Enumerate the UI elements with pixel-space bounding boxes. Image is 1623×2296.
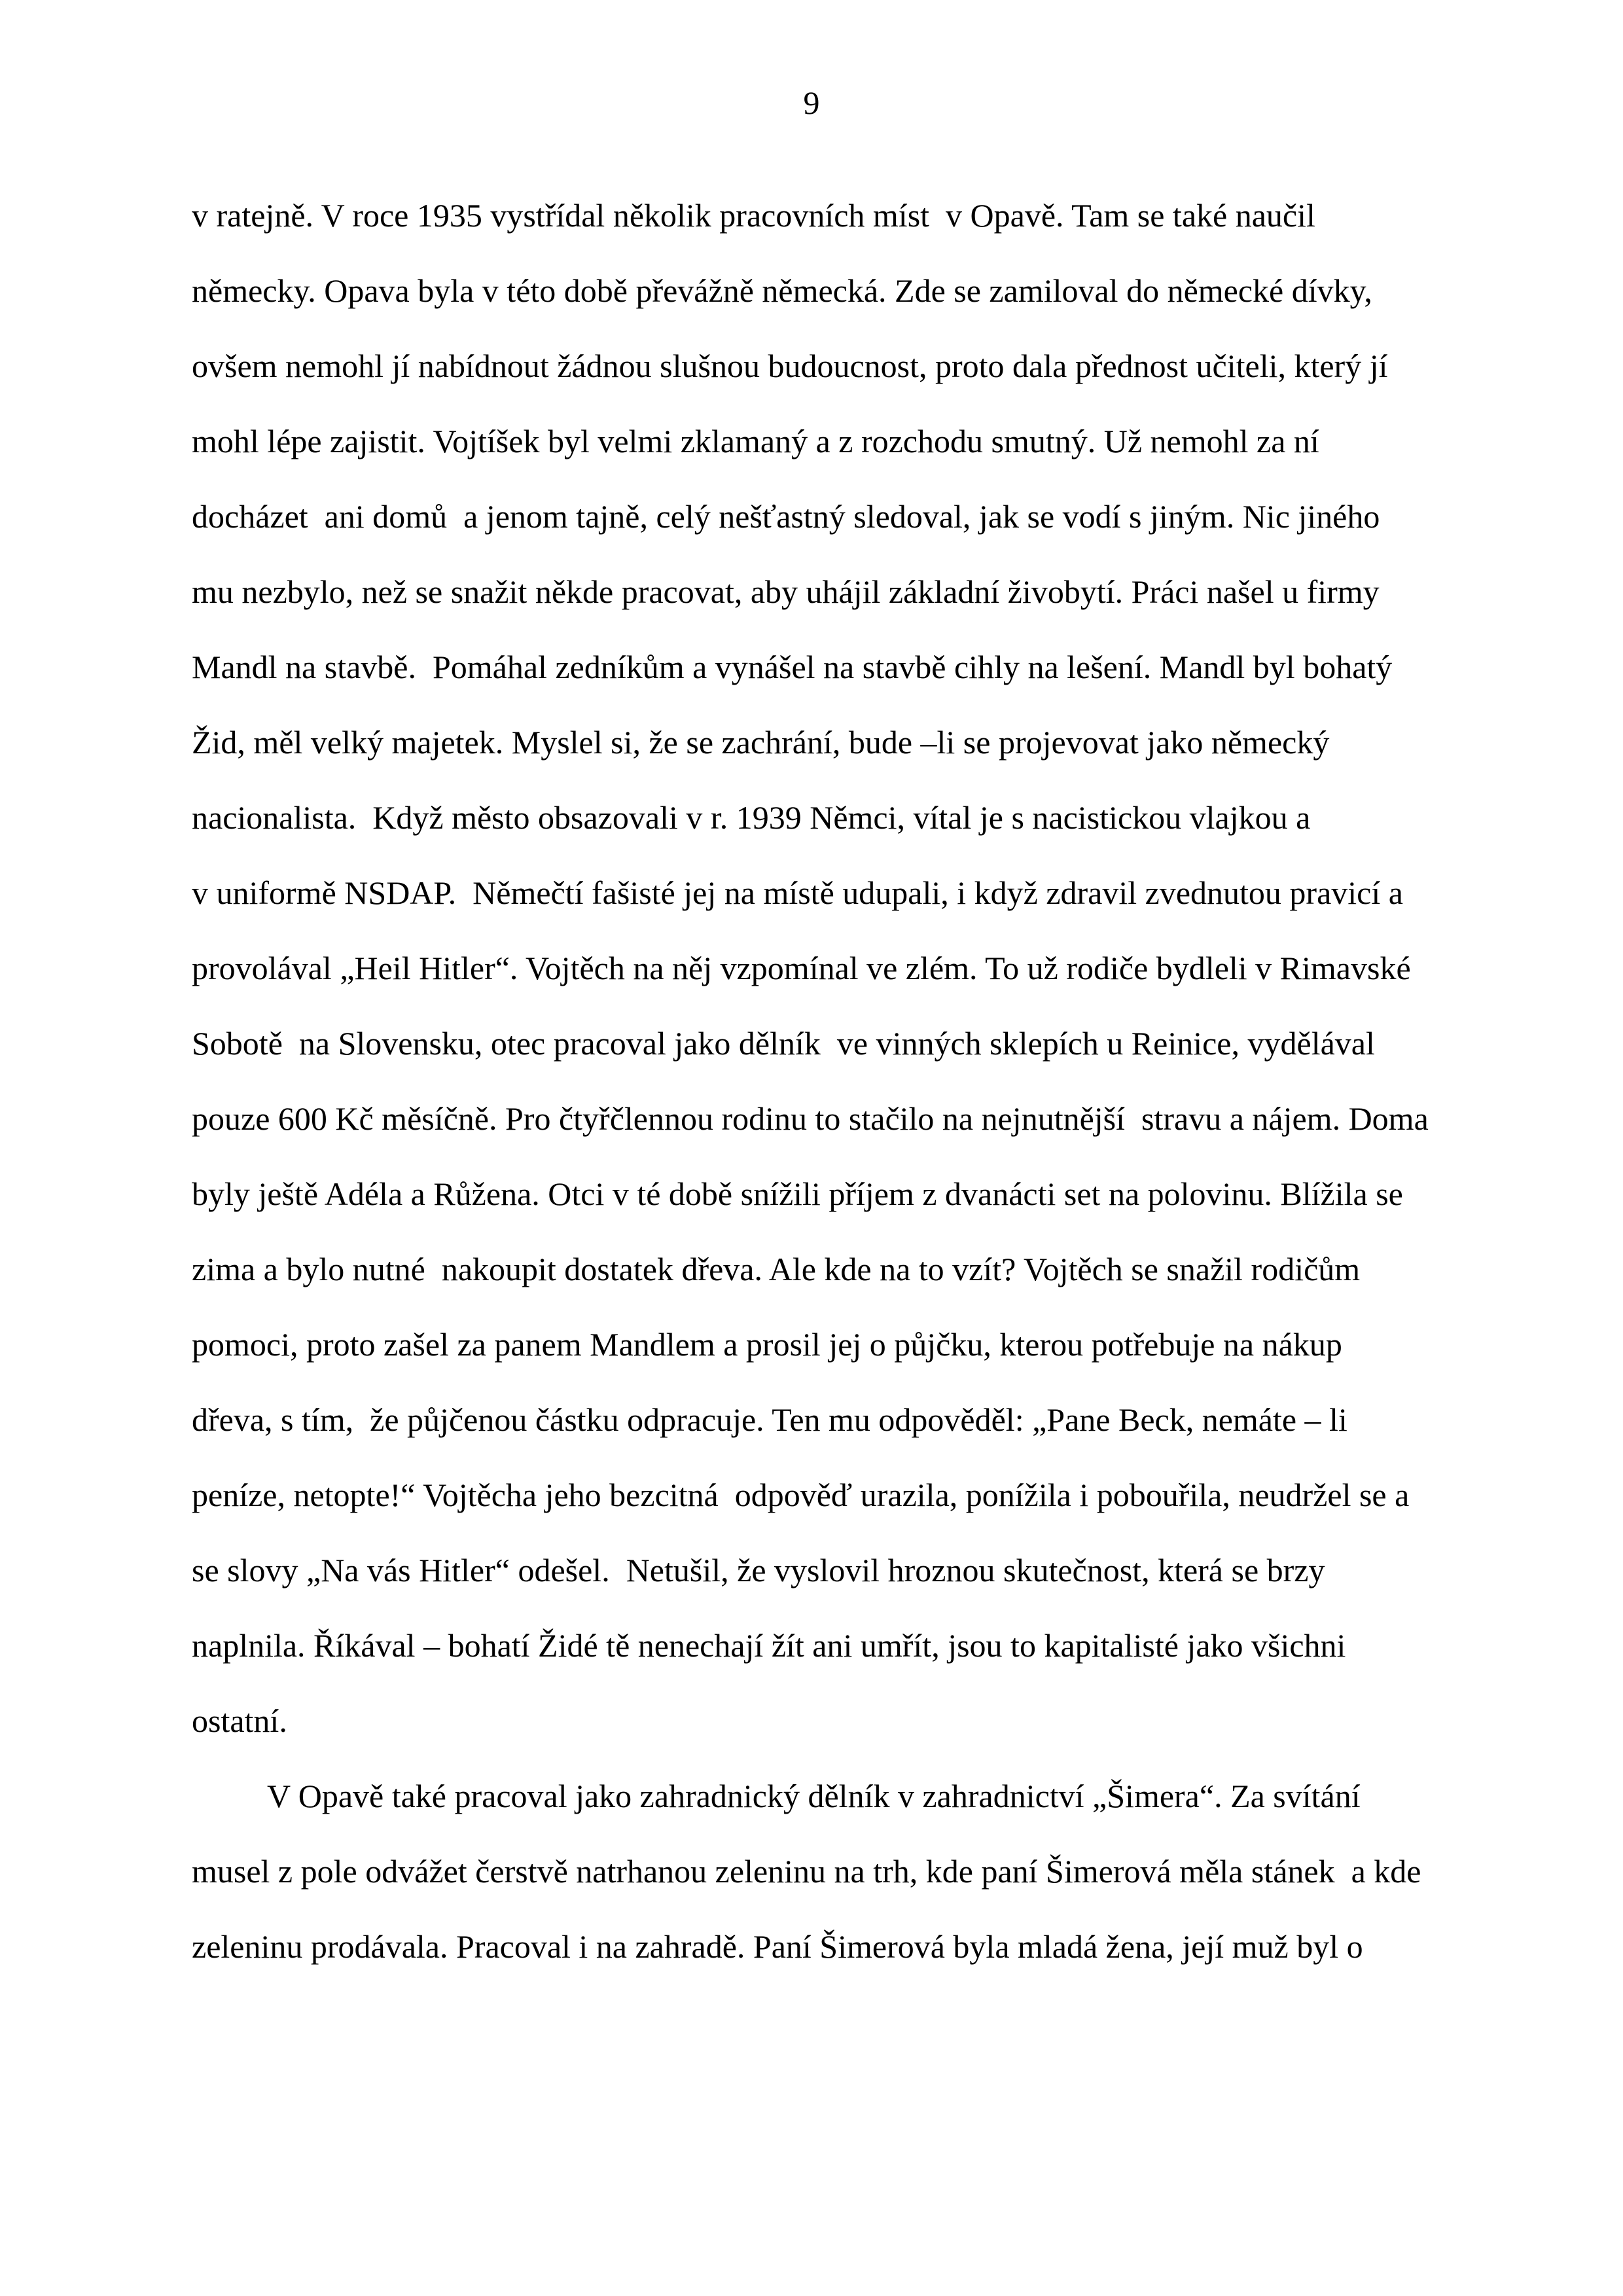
text-line: pouze 600 Kč měsíčně. Pro čtyřčlennou rodinu to stačilo na nejnutnější stravu a nájem. Doma xyxy=(192,1100,1429,1137)
text-line: německy. Opava byla v této době převážně německá. Zde se zamiloval do německé dívky, xyxy=(192,272,1372,309)
text-line: musel z pole odvážet čerstvě natrhanou zeleninu na trh, kde paní Šimerová měla stánek a kde xyxy=(192,1853,1421,1890)
text-line: Mandl na stavbě. Pomáhal zedníkům a vynášel na stavbě cihly na lešení. Mandl byl bohatý xyxy=(192,649,1393,685)
text-line: Sobotě na Slovensku, otec pracoval jako dělník ve vinných sklepích u Reinice, vydělával xyxy=(192,1025,1375,1062)
text-line: ostatní. xyxy=(192,1702,287,1739)
text-line: zeleninu prodávala. Pracoval i na zahradě. Paní Šimerová byla mladá žena, její muž byl o xyxy=(192,1928,1363,1965)
page-number: 9 xyxy=(803,84,820,121)
text-line-paragraph-start: V Opavě také pracoval jako zahradnický dělník v zahradnictví „Šimera“. Za svítání xyxy=(267,1778,1361,1814)
text-line: ovšem nemohl jí nabídnout žádnou slušnou budoucnost, proto dala přednost učiteli, který jí xyxy=(192,348,1388,384)
text-line: naplnila. Říkával – bohatí Židé tě nenechají žít ani umřít, jsou to kapitalisté jako všichni xyxy=(192,1627,1346,1664)
text-line: Žid, měl velký majetek. Myslel si, že se zachrání, bude –li se projevovat jako německý xyxy=(192,724,1330,761)
text-line: zima a bylo nutné nakoupit dostatek dřeva. Ale kde na to vzít? Vojtěch se snažil rodičům xyxy=(192,1251,1361,1287)
text-line: dřeva, s tím, že půjčenou částku odpracuje. Ten mu odpověděl: „Pane Beck, nemáte – li xyxy=(192,1401,1347,1438)
text-line: v uniformě NSDAP. Němečtí fašisté jej na místě udupali, i když zdravil zvednutou pravicí a xyxy=(192,874,1403,911)
text-line: mohl lépe zajistit. Vojtíšek byl velmi zklamaný a z rozchodu smutný. Už nemohl za ní xyxy=(192,423,1319,459)
text-line: mu nezbylo, než se snažit někde pracovat, aby uhájil základní živobytí. Práci našel u firmy xyxy=(192,573,1380,610)
text-line: nacionalista. Když město obsazovali v r. 1939 Němci, vítal je s nacistickou vlajkou a xyxy=(192,799,1311,836)
text-line: pomoci, proto zašel za panem Mandlem a prosil jej o půjčku, kterou potřebuje na nákup xyxy=(192,1326,1342,1363)
body-text xyxy=(192,178,1448,1984)
text-line: provolával „Heil Hitler“. Vojtěch na něj vzpomínal ve zlém. To už rodiče bydleli v Rimavské xyxy=(192,950,1411,986)
text-line: byly ještě Adéla a Růžena. Otci v té době snížili příjem z dvanácti set na polovinu. Blížila se xyxy=(192,1175,1403,1212)
text-line: v ratejně. V roce 1935 vystřídal několik pracovních míst v Opavě. Tam se také naučil xyxy=(192,197,1315,234)
text-line: docházet ani domů a jenom tajně, celý nešťastný sledoval, jak se vodí s jiným. Nic jiného xyxy=(192,498,1380,535)
text-line: se slovy „Na vás Hitler“ odešel. Netušil, že vyslovil hroznou skutečnost, která se brzy xyxy=(192,1552,1325,1588)
text-line: peníze, netopte!“ Vojtěcha jeho bezcitná odpověď urazila, ponížila i pobouřila, neudržel se a xyxy=(192,1477,1410,1513)
